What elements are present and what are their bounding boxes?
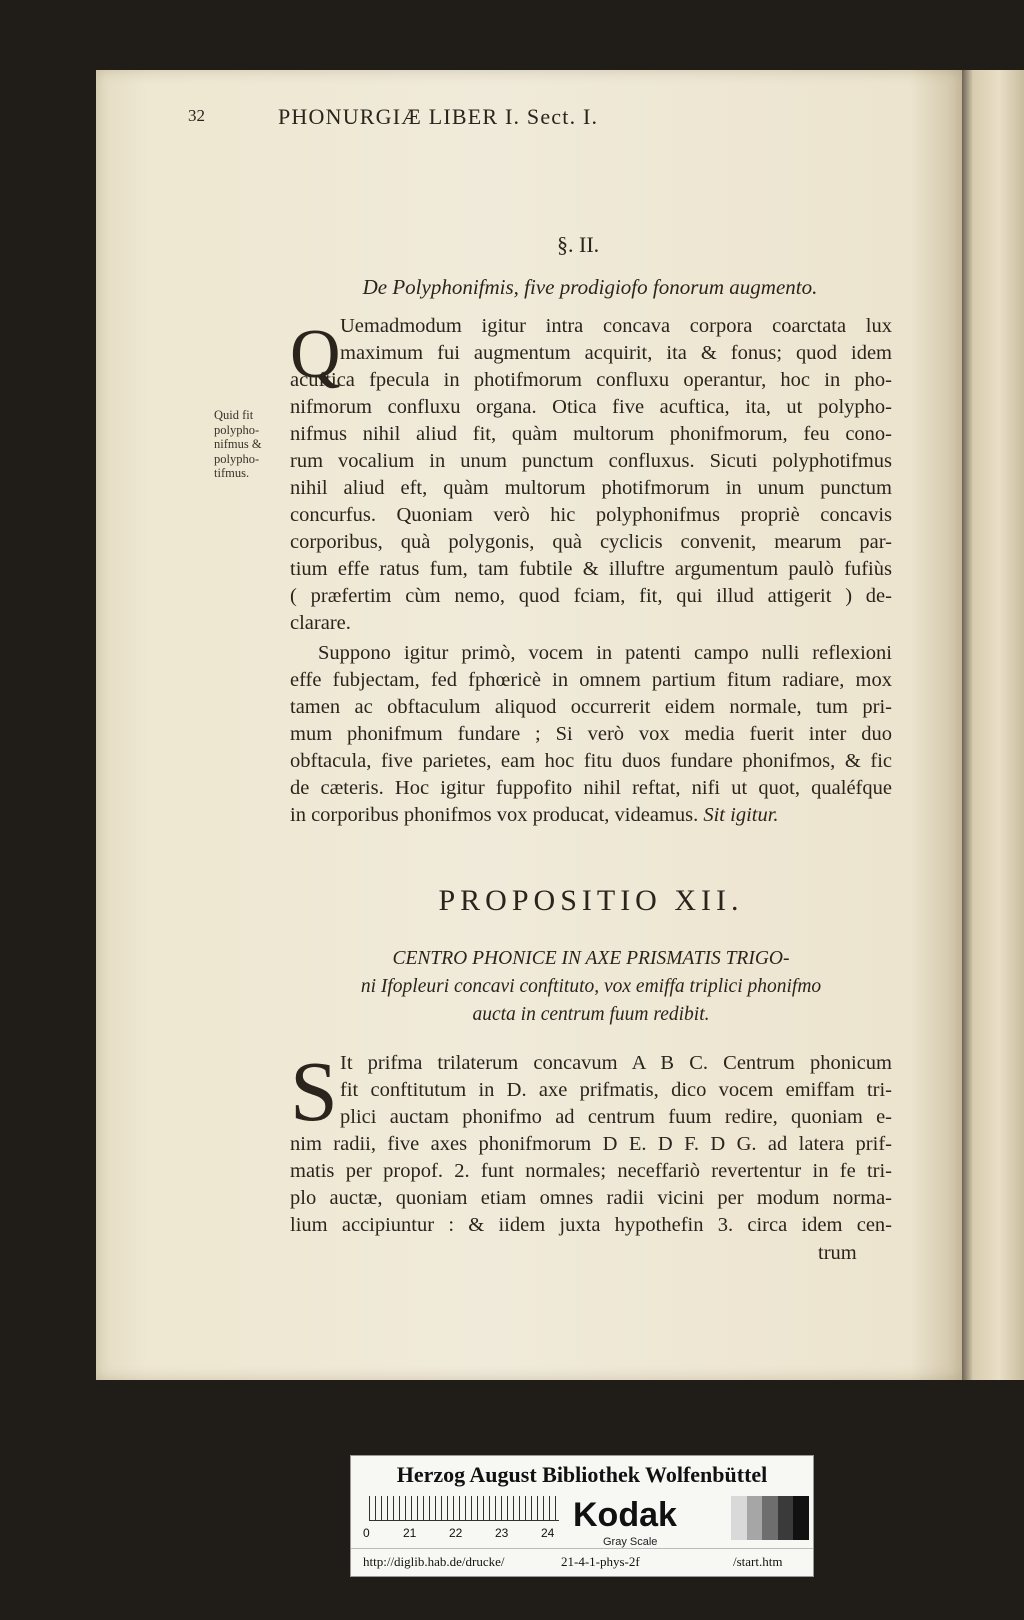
card-divider xyxy=(351,1548,813,1549)
text-line: nihil aliud eft, quàm multorum photifmorum in unum punctum xyxy=(290,477,892,499)
margin-note: Quid fit polypho-nifmus & polypho-tifmus. xyxy=(214,408,262,480)
proposition-statement xyxy=(290,945,892,1029)
ruler-number: 24 xyxy=(541,1526,555,1540)
text-line: acuftica fpecula in photifmorum confluxu operantur, hoc in pho- xyxy=(290,369,892,391)
gray-patch xyxy=(731,1496,747,1540)
measuring-ruler xyxy=(369,1496,559,1521)
text-line xyxy=(290,802,892,830)
ruler-number: 21 xyxy=(403,1526,417,1540)
drop-cap-q: Q xyxy=(290,316,341,393)
text-line: fit conftitutum in D. axe prifmatis, dico vocem emiffam tri- xyxy=(340,1079,892,1101)
grayscale-label: Gray Scale xyxy=(603,1536,658,1548)
text-line: nim radii, five axes phonifmorum D E. D F. D G. ad latera prif- xyxy=(290,1133,892,1155)
running-head xyxy=(188,104,888,144)
proposition-line: ni Ifopleuri concavi conftituto, vox emiffa triplici phonifmo xyxy=(360,976,822,997)
gray-patch xyxy=(778,1496,794,1540)
url-base: http://diglib.hab.de/drucke/ xyxy=(363,1554,505,1569)
catchword: trum xyxy=(818,1242,857,1264)
text-line: rum vocalium in unum punctum confluxus. Sicuti polyphotifmus xyxy=(290,450,892,472)
text-line: corporibus, quà polygonis, quà cyclicis convenit, mearum par- xyxy=(290,531,892,553)
text-line: effe fubjectam, fed fphœricè in omnem partium fitum radiare, mox xyxy=(290,669,892,691)
text-line: de cæteris. Hoc igitur fuppofito nihil reftat, nifi ut quot, qualéfque xyxy=(290,777,892,799)
gray-scale-patches xyxy=(731,1496,809,1540)
text-line: Uemadmodum igitur intra concava corpora coarctata lux xyxy=(340,315,892,337)
facing-page-edge xyxy=(962,70,1024,1380)
text-line: nifmorum confluxu organa. Otica five acuftica, ita, ut polypho- xyxy=(290,396,892,418)
gray-patch xyxy=(793,1496,809,1540)
drop-cap-s: S xyxy=(290,1043,338,1139)
proposition-line: aucta in centrum fuum redibit. xyxy=(472,1004,710,1025)
text-line: ( præfertim cùm nemo, quod fciam, fit, qui illud attigerit ) de- xyxy=(290,585,892,607)
gray-patch xyxy=(762,1496,778,1540)
text-line: clarare. xyxy=(290,612,351,634)
section-title: De Polyphonifmis, five prodigiofo fonorum augmento. xyxy=(362,275,818,299)
text-line: concurfus. Quoniam verò hic polyphonifmus propriè concavis xyxy=(290,504,892,526)
running-head-title: PHONURGIÆ LIBER I. Sect. I. xyxy=(278,104,599,129)
text-line: mum phonifmum fundare ; Si verò vox media fuerit inter duo xyxy=(290,723,892,745)
library-name: Herzog August Bibliothek Wolfenbüttel xyxy=(396,1462,768,1487)
text-line: maximum fui augmentum acquirit, ita & fonus; quod idem xyxy=(340,342,892,364)
ruler-number: 22 xyxy=(449,1526,463,1540)
section-mark: §. II. xyxy=(557,232,600,257)
ruler-number: 23 xyxy=(495,1526,509,1540)
url-signature: 21-4-1-phys-2f xyxy=(561,1554,640,1569)
text-line: nifmus nihil aliud fit, quàm multorum phonifmorum, feu cono- xyxy=(290,423,892,445)
text-line: Suppono igitur primò, vocem in patenti campo nulli reflexioni xyxy=(318,642,892,664)
text-line: obftacula, five parietes, eam hoc fitu duos fundare phonifmos, & fic xyxy=(290,750,892,772)
ruler-numbers xyxy=(361,1526,561,1542)
text-line: plo auctæ, quoniam etiam omnes radii vicini per modum norma- xyxy=(290,1187,892,1209)
text-line-content: in corporibus phonifmos vox producat, videamus. xyxy=(290,804,699,826)
text-line: It prifma trilaterum concavum A B C. Centrum phonicum xyxy=(340,1052,892,1074)
text-line: matis per propof. 2. funt normales; neceffariò revertentur in fe tri- xyxy=(290,1160,892,1182)
text-line: lium accipiuntur : & iidem juxta hypothefin 3. circa idem cen- xyxy=(290,1214,892,1236)
gray-patch xyxy=(747,1496,763,1540)
scan-calibration-card xyxy=(350,1455,814,1577)
proposition-heading: PROPOSITIO XII. xyxy=(438,884,744,917)
proposition-line: CENTRO PHONICE IN AXE PRISMATIS TRIGO- xyxy=(392,948,790,969)
text-line: tium effe ratus fum, tam fubtile & illuftre argumentum paulò fufiùs xyxy=(290,558,892,580)
ruler-number: 0 xyxy=(363,1526,370,1540)
page-number: 32 xyxy=(188,106,205,125)
text-line: tamen ac obftaculum aliquod occurrerit eidem normale, tum pri- xyxy=(290,696,892,718)
closing-italic: Sit igitur. xyxy=(703,804,779,826)
kodak-logo: Kodak xyxy=(573,1496,677,1534)
text-line: plici auctam phonifmo ad centrum fuum redire, quoniam e- xyxy=(340,1106,892,1128)
url-end: /start.htm xyxy=(733,1554,783,1569)
